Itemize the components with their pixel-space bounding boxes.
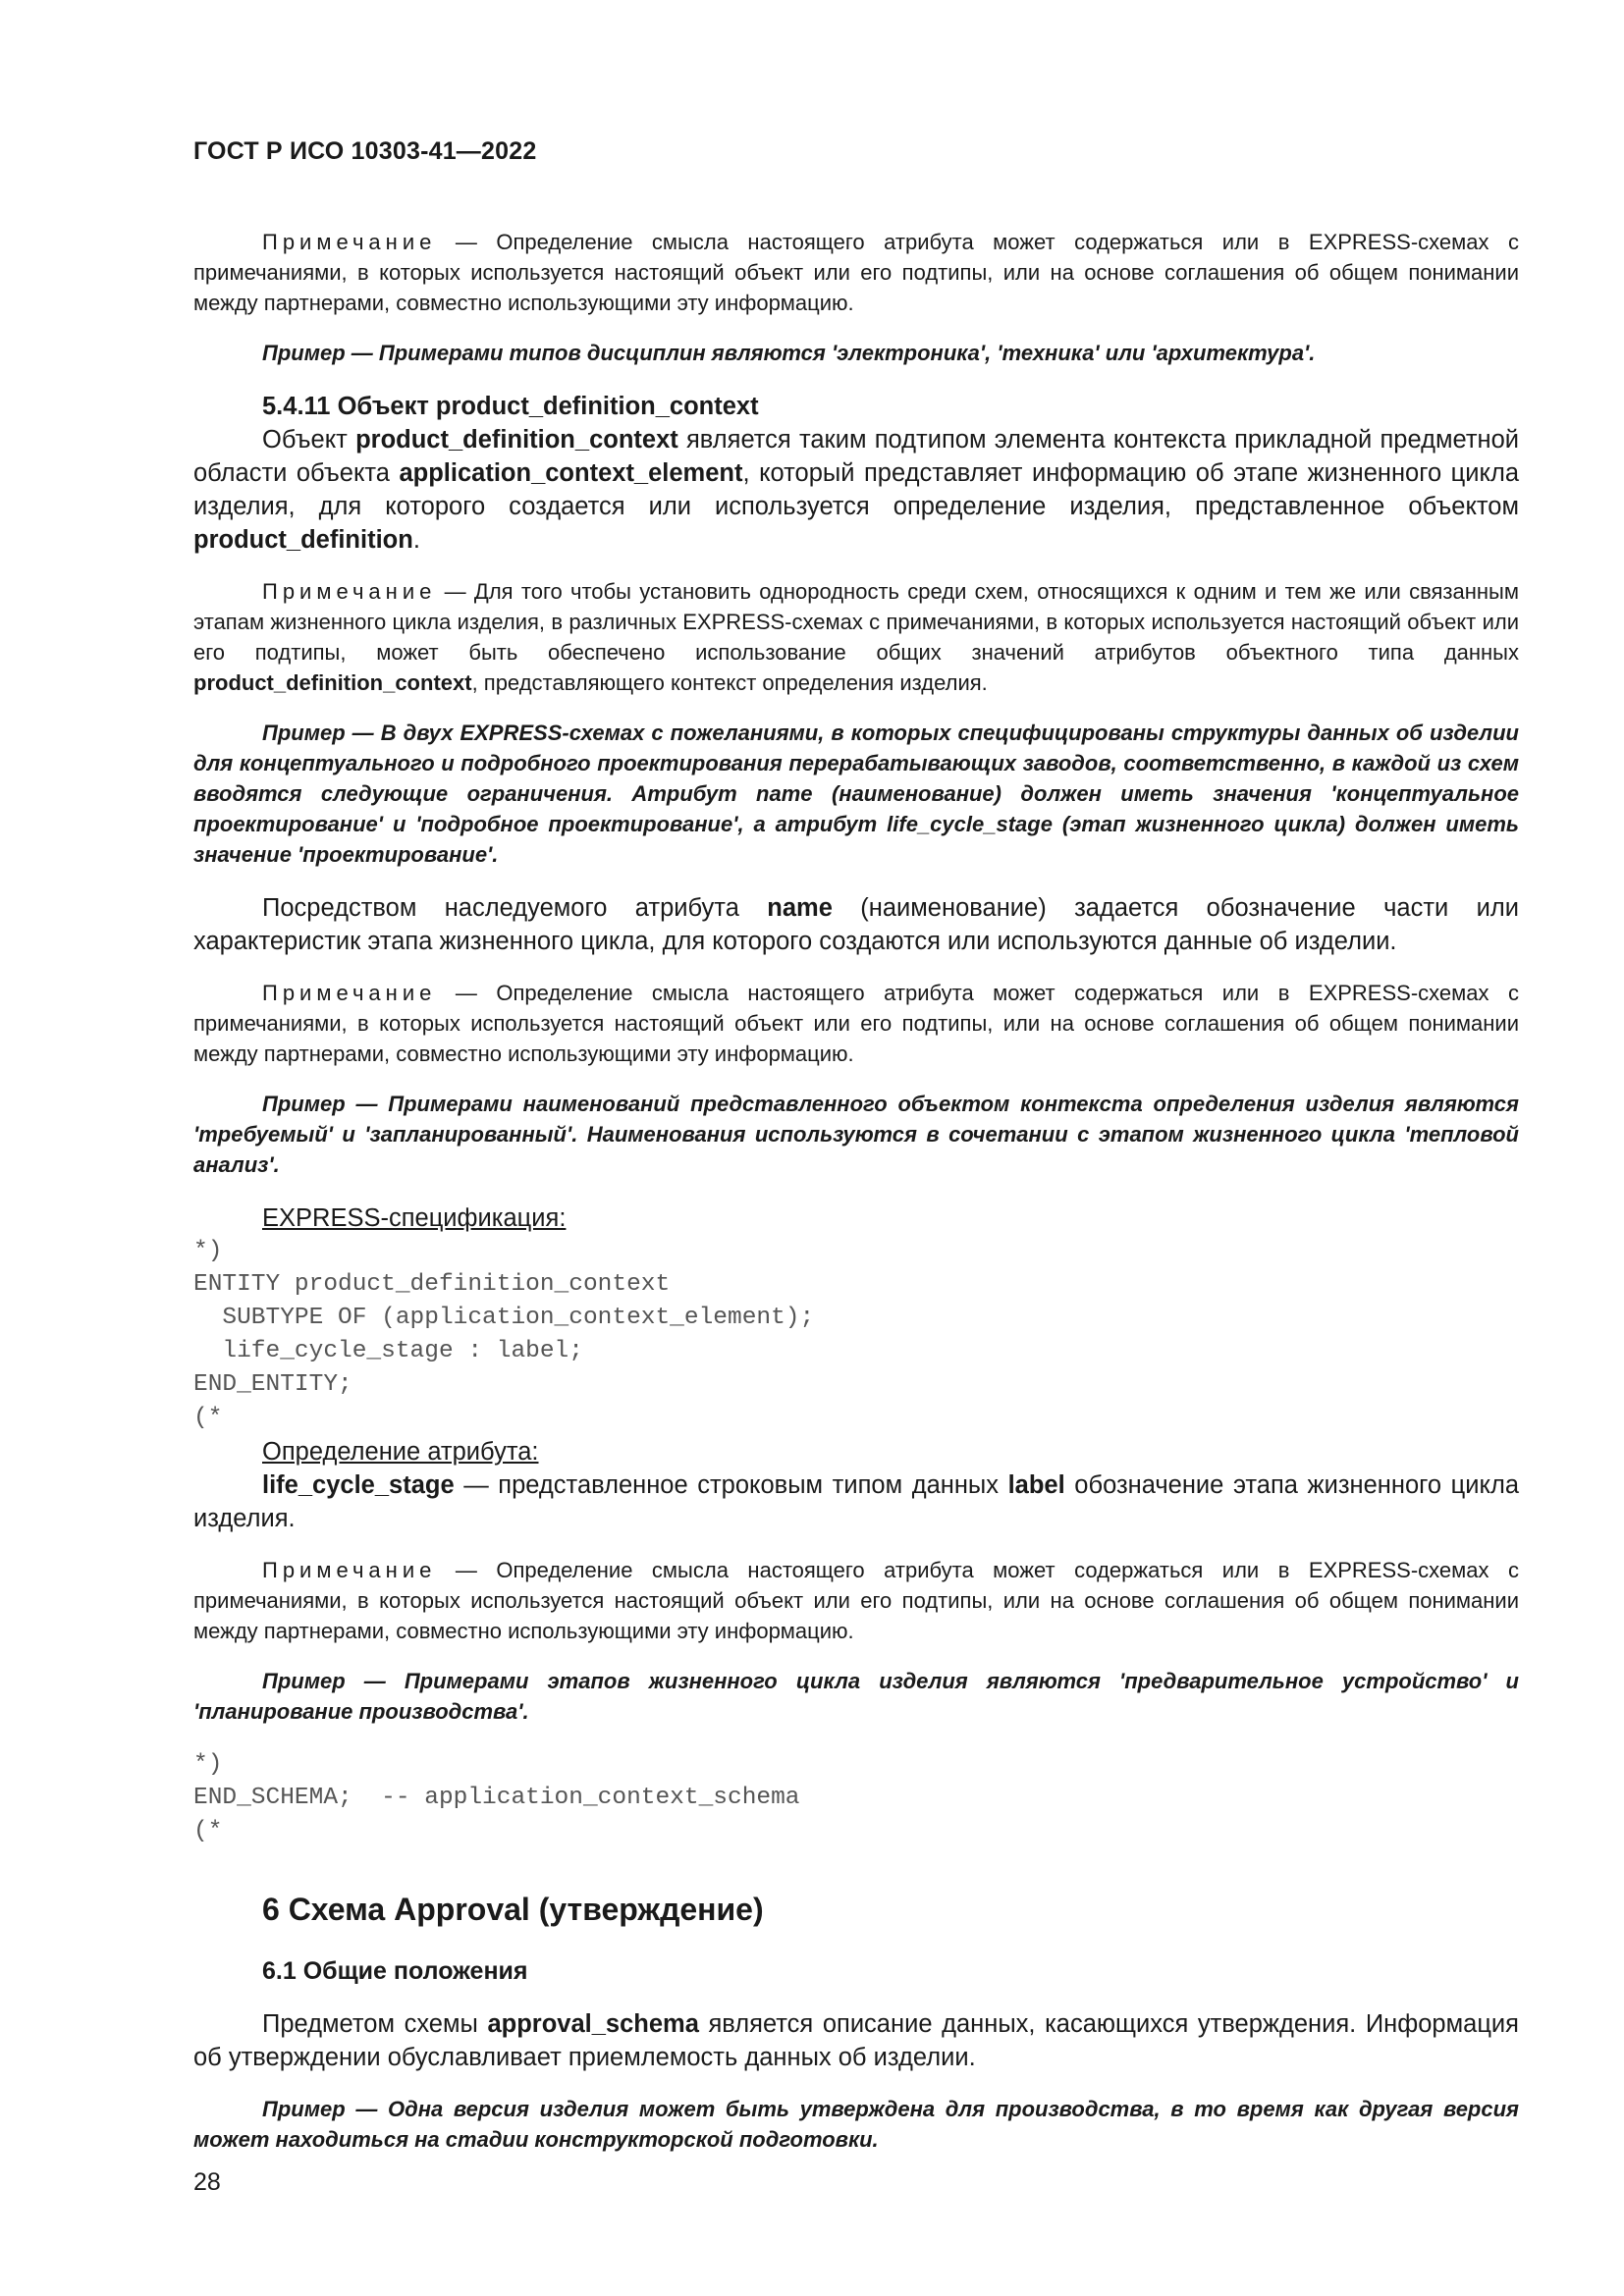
attribute-definition bbox=[193, 1468, 1519, 1535]
entity-name: product_definition bbox=[193, 526, 413, 554]
paragraph-pdc-definition bbox=[193, 423, 1519, 557]
note-text: — Определение смысла настоящего атрибута может содержаться или в EXPRESS-схемах с примечаниями, в которых используется настоящий объект или его подтипы, или на основе соглашения об общем понимании между партнерами, совместно использующими эту информацию. bbox=[193, 981, 1519, 1066]
text-run: является таким подтипом элемента контекста прикладной предметной области объекта bbox=[193, 426, 1520, 487]
paragraph-name-attribute bbox=[193, 891, 1519, 958]
example-2: Пример — В двух EXPRESS-схемах с пожеланиями, в которых специфицированы структуры данных об изделии для концептуального и подробного проектирования перерабатывающих заводов, соответственно, в каждой из схем вводятся следующие ограничения. Атрибут name (наименование) должен иметь значения 'концептуальное проектирование' и 'подробное проектирование', а атрибут life_cycle_stage (этап жизненного цикла) должен иметь значение 'проектирование'. bbox=[193, 721, 1519, 867]
note-text: — Для того чтобы установить однородность среди схем, относящихся к одним и тем же или связанным этапам жизненного цикла изделия, в различных EXPRESS-схемах с примечаниями, в которых используется настоящий объект или его подтипы, может быть обеспечено использование общих значений атрибутов объектного типа данных bbox=[193, 579, 1519, 665]
text-run: , который представляет информацию об этапе жизненного цикла изделия, для которого создается или используется определение изделия, представленное объектом bbox=[193, 459, 1520, 520]
attribute-definition-label: Определение атрибута: bbox=[262, 1438, 539, 1466]
example-5: Пример — Одна версия изделия может быть утверждена для производства, в то время как другая версия может находиться на стадии конструкторской подготовки. bbox=[193, 2097, 1519, 2152]
example-1: Пример — Примерами типов дисциплин являются 'электроника', 'техника' или 'архитектура'. bbox=[262, 341, 1316, 365]
text-run: . bbox=[412, 526, 420, 554]
entity-name: product_definition_context bbox=[193, 670, 472, 695]
document-header: ГОСТ Р ИСО 10303-41—2022 bbox=[193, 137, 537, 165]
note-text: , представляющего контекст определения изделия. bbox=[471, 670, 988, 695]
text-run: Предметом схемы bbox=[262, 2010, 488, 2038]
attribute-name: life_cycle_stage bbox=[262, 1471, 455, 1499]
express-code-entity: *) ENTITY product_definition_context SUBTYPE OF (application_context_element); life_cycle_stage : label; END_ENTITY; (* bbox=[193, 1238, 815, 1431]
text-run: Объект bbox=[262, 426, 356, 454]
text-run: обозначение этапа жизненного цикла изделия. bbox=[193, 1471, 1520, 1532]
note-text: — Определение смысла настоящего атрибута может содержаться или в EXPRESS-схемах с примечаниями, в которых используется настоящий объект или его подтипы, или на основе соглашения об общем понимании между партнерами, совместно использующими эту информацию. bbox=[193, 1558, 1519, 1643]
note-text: — Определение смысла настоящего атрибута может содержаться или в EXPRESS-схемах с примечаниями, в которых используется настоящий объект или его подтипы, или на основе соглашения об общем понимании между партнерами, совместно использующими эту информацию. bbox=[193, 230, 1519, 315]
note-label: Примечание bbox=[262, 981, 437, 1005]
text-run: является описание данных, касающихся утверждения. Информация об утверждении обуславливает приемлемость данных об изделии. bbox=[193, 2010, 1519, 2071]
text-run: Посредством наследуемого атрибута bbox=[262, 894, 768, 922]
page-number: 28 bbox=[193, 2168, 221, 2196]
schema-name: approval_schema bbox=[487, 2010, 699, 2038]
text-run: — представленное строковым типом данных bbox=[454, 1471, 1008, 1499]
note-3 bbox=[193, 978, 1519, 1069]
example-4: Пример — Примерами этапов жизненного цикла изделия являются 'предварительное устройство' и 'планирование производства'. bbox=[193, 1669, 1519, 1724]
note-label: Примечание bbox=[262, 1558, 437, 1582]
note-2 bbox=[193, 576, 1519, 698]
note-1 bbox=[193, 227, 1519, 318]
note-4 bbox=[193, 1555, 1519, 1646]
type-name: label bbox=[1007, 1471, 1065, 1499]
text-run: (наименование) задается обозначение части или характеристик этапа жизненного цикла, для которого создаются или используются данные об изделии. bbox=[193, 894, 1519, 955]
entity-name: application_context_element bbox=[399, 459, 743, 487]
section-heading-6: 6 Схема Approval (утверждение) bbox=[262, 1892, 764, 1927]
note-label: Примечание bbox=[262, 579, 437, 604]
document-page bbox=[193, 137, 1519, 2197]
section-heading-5-4-11: 5.4.11 Объект product_definition_context bbox=[262, 393, 759, 420]
note-label: Примечание bbox=[262, 230, 437, 254]
section-heading-6-1: 6.1 Общие положения bbox=[262, 1957, 528, 1985]
example-3: Пример — Примерами наименований представленного объектом контекста определения изделия являются 'требуемый' и 'запланированный'. Наименования используются в сочетании с этапом жизненного цикла 'тепловой анализ'. bbox=[193, 1092, 1519, 1177]
express-spec-label: EXPRESS-спецификация: bbox=[262, 1204, 567, 1232]
attribute-name: name bbox=[767, 894, 833, 922]
entity-name: product_definition_context bbox=[355, 426, 678, 454]
paragraph-approval-schema bbox=[193, 2007, 1519, 2074]
express-code-end-schema: *) END_SCHEMA; -- application_context_schema (* bbox=[193, 1751, 800, 1844]
